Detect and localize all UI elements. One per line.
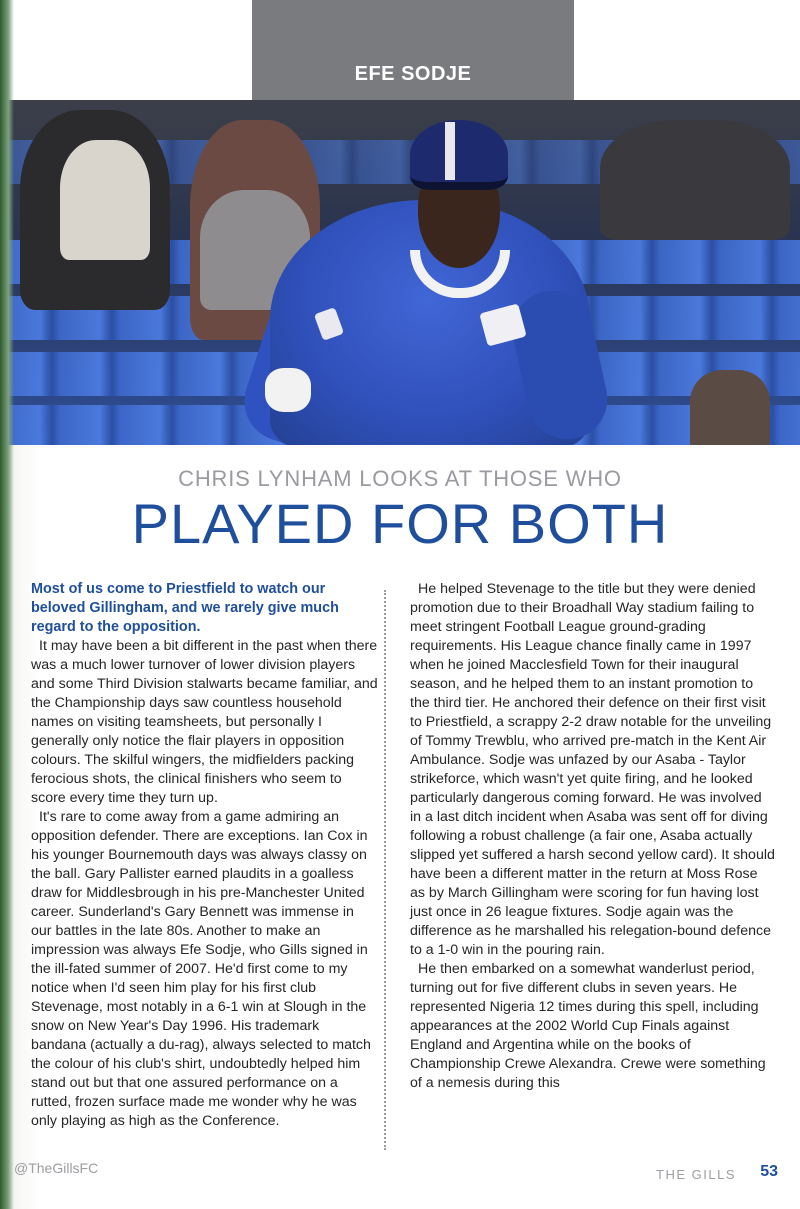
bandana-stripe bbox=[445, 122, 455, 180]
body-paragraph: He helped Stevenage to the title but they were denied promotion due to their Broadhall Way stadium failing to meet stringent Football League ground-grading requirements. His League chance finally came in 1997 when he joined Macclesfield Town for their inaugural season, and he helped them to an instant promotion to the third tier. He anchored their defence on their first visit to Priestfield, a scrappy 2-2 draw notable for the unveiling of Tommy Trewblu, who arrived pre-match in the Kent Air Ambulance. Sodje was unfazed by our Asaba - Taylor strikeforce, which wasn't yet quite firing, and he looked particularly dangerous coming forward. He was involved in a last ditch incident when Asaba was sent off for diving following a robust challenge (a fair one, Asaba actually slipped yet suffered a harsh second yellow card). It should have been a different matter in the return at Moss Rose as by March Gillingham were scoring for fun having lost just once in 26 league fixtures. Sodje again was the difference as he marshalled his relegation-bound defence to a 1-0 win in the pouring rain. bbox=[410, 581, 775, 958]
footer-magazine-name: THE GILLS bbox=[656, 1167, 736, 1182]
footer-social-handle: @TheGillsFC bbox=[14, 1160, 99, 1176]
section-tab bbox=[252, 0, 574, 100]
footer-page-number: 53 bbox=[760, 1163, 778, 1180]
body-paragraph: He then embarked on a somewhat wanderlust period, turning out for five different clubs in seven years. He represented Nigeria 12 times during this spell, including appearances at the 2002 World Cup Finals against England and Argentina while on the books of Championship Crewe Alexandra. Crewe were something of a nemesis during this bbox=[410, 961, 766, 1091]
article-headline: PLAYED FOR BOTH bbox=[131, 492, 669, 555]
column-divider bbox=[384, 590, 386, 1150]
hero-photo bbox=[0, 100, 800, 445]
player-glove bbox=[265, 368, 311, 412]
spectator-figure bbox=[600, 120, 790, 240]
spectator-figure bbox=[690, 370, 770, 445]
player-bandana bbox=[410, 120, 508, 190]
page-spine-edge bbox=[0, 0, 14, 1209]
body-paragraph: It's rare to come away from a game admiring an opposition defender. There are exceptions. Ian Cox in his younger Bournemouth days was always classy on the ball. Gary Pallister earned plaudits in a goalless draw for Middlesbrough in his pre-Manchester United career. Sunderland's Gary Bennett was immense in our battles in the late 80s. Another to make an impression was always Efe Sodje, who Gills signed in the ill-fated summer of 2007. He'd first come to my notice when I'd seen him play for his first club Stevenage, most notably in a 6-1 win at Slough in the snow on New Year's Day 1996. His trademark bandana (actually a du-rag), always selected to match the colour of his club's shirt, undoubtedly helped him stand out but that one assured performance on a rutted, frozen surface made me wonder why he was only playing as high as the Conference. bbox=[31, 809, 371, 1129]
right-column bbox=[410, 580, 775, 1093]
lead-paragraph: Most of us come to Priestfield to watch our beloved Gillingham, and we rarely give much regard to the opposition. bbox=[31, 581, 339, 635]
article-kicker: CHRIS LYNHAM LOOKS AT THOSE WHO bbox=[178, 466, 622, 491]
left-column bbox=[31, 580, 378, 1131]
spectator-figure bbox=[60, 140, 150, 260]
body-paragraph: It may have been a bit different in the past when there was a much lower turnover of lower division players and some Third Division stalwarts became familiar, and the Championship days saw countless household names on visiting teamsheets, but personally I generally only notice the flair players in opposition colours. The skilful wingers, the midfielders packing ferocious shots, the clinical finishers who seem to score every time they turn up. bbox=[31, 638, 378, 806]
section-tab-label: EFE SODJE bbox=[354, 63, 472, 85]
